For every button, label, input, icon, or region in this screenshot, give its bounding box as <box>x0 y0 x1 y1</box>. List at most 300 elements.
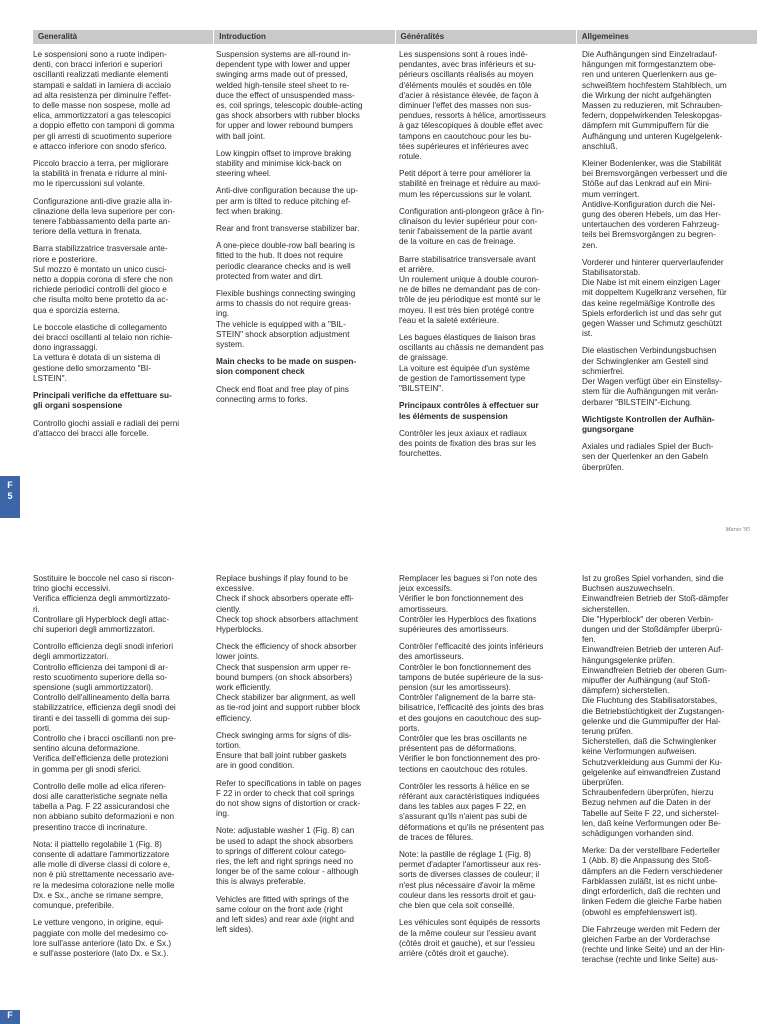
text-line: Spiels erforderlich ist und das sehr gut <box>582 308 722 318</box>
text-line: Axiales und radiales Spiel der Buch- <box>582 442 714 452</box>
text-paragraph <box>216 385 392 405</box>
text-line: Ensure that ball joint rubber gaskets <box>216 751 347 761</box>
text-line: diminuer l'effet des masses non sus- <box>399 101 532 111</box>
text-line: degli ammortizzatori. <box>33 652 109 662</box>
text-paragraph <box>216 826 392 887</box>
text-line: dungen und der Stoßdämpfer überprü- <box>582 625 723 635</box>
text-line: bei Bremsvorgängen verbessert und die <box>582 169 728 179</box>
text-line: pendantes, avec bras inférieurs et su- <box>399 60 536 70</box>
text-line: Ist zu großes Spiel vorhanden, sind die <box>582 574 724 583</box>
text-line: schmierfrei. <box>582 366 625 376</box>
text-line: ing. <box>216 309 230 319</box>
section-heading <box>582 415 758 435</box>
text-line: Vérifier le bon fonctionnement des pro- <box>399 754 541 764</box>
text-line: chi superiori degli ammortizzatori. <box>33 625 155 635</box>
text-line: Contrôler que les bras oscillants ne <box>399 734 527 744</box>
text-line: gegen Wasser und Schmutz geschützt <box>582 319 722 329</box>
text-line: Vehicles are fitted with springs of the <box>216 894 349 904</box>
header-german: Allgemeines <box>577 30 757 44</box>
text-line: Kleiner Bodenlenker, was die Stabilität <box>582 159 722 169</box>
section-tab <box>0 476 20 518</box>
text-line: federn, doppelwirkenden Teleskopgas- <box>582 111 723 121</box>
text-line: Die Fahrzeuge werden mit Federn der <box>582 924 721 934</box>
text-line: Contrôler l'alignement de la barre sta- <box>399 693 536 703</box>
text-line: ri. <box>33 604 40 614</box>
text-paragraph <box>399 918 575 959</box>
text-line: Low kingpin offset to improve braking <box>216 148 352 158</box>
text-line: Flexible bushings connecting swinging <box>216 289 356 299</box>
text-line: alle molle di diverse classi di colore e, <box>33 860 170 870</box>
text-line: mo le ripercussioni sul volante. <box>33 179 145 189</box>
text-line: gas shock absorbers with rubber blocks <box>216 111 360 121</box>
text-line: sorts de diverses classes de couleur; il <box>399 870 540 880</box>
text-paragraph <box>216 186 392 217</box>
text-line: to springs of different colour catego- <box>216 846 347 856</box>
text-line: LSTEIN". <box>33 373 67 383</box>
text-line: gung des oberen Hebels, um das Her- <box>582 210 721 220</box>
text-line: Check if shock absorbers operate effi- <box>216 594 354 604</box>
text-line: excessive. <box>216 584 255 594</box>
text-line: Merke: Da der verstellbare Federteller <box>582 846 720 856</box>
text-line: stem für die Aufhängungen mit verän- <box>582 387 719 397</box>
text-line: fen. <box>582 635 596 645</box>
text-paragraph <box>399 255 575 326</box>
text-paragraph <box>399 50 575 162</box>
text-paragraph <box>399 574 575 635</box>
text-line: et des goujons en caoutchouc des sup- <box>399 713 542 723</box>
text-line: per gli arresti di scuotimento superiore <box>33 131 172 141</box>
text-line: Schutzverkleidung aus Gummi der Ku- <box>582 757 723 767</box>
text-line: protected from water and dirt. <box>216 271 323 281</box>
text-line: Rear and front transverse stabilizer bar. <box>216 224 360 234</box>
text-line: Wichtigste Kontrollen der Aufhän- <box>582 414 715 424</box>
text-line: oscillants au châssis ne demandent pas <box>399 343 544 353</box>
text-line: non è più strettamente necessario ave- <box>33 870 175 880</box>
text-line: Die Nabe ist mit einem einzigen Lager <box>582 278 721 288</box>
text-line: netto a doppia corona di sfere che non <box>33 275 173 285</box>
text-line: non abbiano subito deformazioni e non <box>33 812 175 822</box>
top-column-french <box>399 50 575 480</box>
text-paragraph <box>33 642 209 775</box>
text-line: ciently. <box>216 604 241 614</box>
text-line: Contrôler l'efficacité des joints inférieurs <box>399 642 544 652</box>
text-line: Contrôler les Hyperblocs des fixations <box>399 614 537 624</box>
text-line: Replace bushings if play found to be <box>216 574 348 583</box>
text-line: same colour on the front axle (right <box>216 904 343 914</box>
text-line: Hyperblocks. <box>216 625 264 635</box>
text-line: ports. <box>399 723 420 733</box>
date-mark: Marzo '95 <box>725 527 750 533</box>
section-tab-bottom <box>0 1010 20 1024</box>
text-paragraph <box>33 419 209 439</box>
text-line: d'éléments moulés et soudés en tôle <box>399 80 532 90</box>
text-line: zen. <box>582 240 598 250</box>
text-line: periodic clearance checks and is well <box>216 261 351 271</box>
text-line: gungsorgane <box>582 424 634 434</box>
text-line: mit doppeltem Kugelkranz versehen, für <box>582 288 727 298</box>
text-line: sen der Querlenker an den Gabeln <box>582 452 709 462</box>
text-line: terachse (rechte und linke Seite) aus- <box>582 955 719 965</box>
text-line: len, daß keine Verformungen oder Be- <box>582 818 721 828</box>
text-line: Bezug nehmen auf die Daten in der <box>582 798 711 808</box>
text-line: dosi alle caratteristiche segnate nella <box>33 792 168 802</box>
text-line: de la voiture en cas de freinage. <box>399 237 516 247</box>
text-paragraph <box>216 289 392 350</box>
text-line: ing. <box>216 809 230 819</box>
top-column-english <box>216 50 392 480</box>
text-line: Die elastischen Verbindungsbuchsen <box>582 346 717 356</box>
text-paragraph <box>399 850 575 911</box>
text-line: riore e posteriore. <box>33 254 98 264</box>
text-paragraph <box>582 442 758 473</box>
text-line: Principaux contrôles à effectuer sur <box>399 401 539 411</box>
text-paragraph <box>33 574 209 635</box>
text-line: Einwandfreien Betrieb der unteren Auf- <box>582 645 724 655</box>
text-line: Der Wagen verfügt über ein Einstellsy- <box>582 377 722 387</box>
text-line: stability and minimise kick-back on <box>216 159 342 169</box>
text-paragraph <box>582 846 758 917</box>
bottom-section <box>33 574 758 973</box>
text-line: à gaz télescopiques à double effet avec <box>399 121 543 131</box>
text-line: Controllo efficienza degli snodi inferiori <box>33 642 174 652</box>
text-line: resto scuotimento superiore della so- <box>33 672 168 682</box>
text-line: überprüfen. <box>582 462 624 472</box>
text-line: d'attacco dei bracci alle forcelle. <box>33 428 149 438</box>
text-line: Note: adjustable washer 1 (Fig. 8) can <box>216 826 355 836</box>
text-line: Anti-dive configuration because the up- <box>216 186 359 196</box>
text-line: to delle masse non sospese, molle ad <box>33 101 170 111</box>
text-line: permet d'adapter l'amortisseur aux res- <box>399 860 541 870</box>
text-line: F 22 in order to check that coil springs <box>216 788 355 798</box>
text-paragraph <box>33 323 209 384</box>
text-line: Check swinging arms for signs of dis- <box>216 730 352 740</box>
text-line: Un roulement unique à double couron- <box>399 275 539 285</box>
bottom-column-italian <box>33 574 209 973</box>
text-line: Farbklassen zuläßt, ist es nicht unbe- <box>582 876 718 886</box>
text-line: Sostituire le boccole nel caso si riscon- <box>33 574 175 583</box>
text-line: arms to chassis do not require greas- <box>216 299 352 309</box>
text-line: tampons en caoutchouc pour les bu- <box>399 131 532 141</box>
text-line: les éléments de suspension <box>399 411 508 421</box>
text-line: l'eau et la saleté extérieure. <box>399 315 499 325</box>
text-line: Piccolo braccio a terra, per migliorare <box>33 159 169 169</box>
text-line: Le boccole elastiche di collegamento <box>33 322 167 332</box>
text-line: dingt erforderlich, daß die rechten und <box>582 887 721 897</box>
text-line: keine Verformungen aufweisen. <box>582 747 697 757</box>
text-line: Die "Hyperblock" der oberen Verbin- <box>582 614 714 624</box>
text-line: La voiture est équipée d'un système <box>399 363 530 373</box>
text-line: tenir l'abaissement de la partie avant <box>399 227 533 237</box>
text-line: lore sull'asse anteriore (lato Dx. e Sx.) <box>33 938 172 948</box>
text-line: presentino tracce di incrinature. <box>33 822 148 832</box>
text-line: Sicherstellen, daß die Schwinglenker <box>582 737 717 747</box>
text-line: Buchsen auszuwechseln. <box>582 584 675 594</box>
text-line: STEIN" shock absorption adjustment <box>216 329 350 339</box>
text-line: Antidive-Konfiguration durch die Nei- <box>582 199 716 209</box>
text-line: das keine regelmäßige Kontrolle des <box>582 298 715 308</box>
text-line: gestione dello smorzamento "BI- <box>33 363 152 373</box>
text-line: Le vetture vengono, in origine, equi- <box>33 918 164 928</box>
text-line: arrière (côtés droit et gauche). <box>399 948 509 958</box>
text-line: Die Aufhängungen sind Einzelradauf- <box>582 50 718 59</box>
text-line: Les bagues élastiques de liaison bras <box>399 333 536 343</box>
text-line: supérieures des amortisseurs. <box>399 625 509 635</box>
text-line: connecting arms to forks. <box>216 394 308 404</box>
text-line: déformations et qu'ils ne présentent pas <box>399 822 544 832</box>
section-heading <box>399 401 575 421</box>
text-line: (obwohl es empfehlenswert ist). <box>582 907 698 917</box>
text-line: clinaison du levier supérieur pour con- <box>399 217 538 227</box>
text-line: Controllo giochi assiali e radiali dei perni <box>33 418 180 428</box>
text-line: Configuration anti-plongeon grâce à l'in- <box>399 206 544 216</box>
text-line: efficiency. <box>216 713 252 723</box>
text-paragraph <box>399 782 575 843</box>
text-paragraph <box>216 241 392 282</box>
text-line: bound bumpers (on shock absorbers) <box>216 672 353 682</box>
text-line: swinging arms made out of pressed, <box>216 70 348 80</box>
text-line: re la medesima colorazione nelle molle <box>33 880 175 890</box>
bottom-column-german <box>582 574 758 973</box>
text-line: dämpfers an die Federn verschiedener <box>582 866 723 876</box>
section-heading <box>216 357 392 377</box>
text-line: trôle de jeu périodique est monté sur le <box>399 295 541 305</box>
text-line: ren und unteren Querlenkern aus ge- <box>582 70 717 80</box>
text-line: comunque, preferibile. <box>33 901 115 911</box>
text-line: consente di adattare l'ammortizzatore <box>33 850 170 860</box>
text-line: Check stabilizer bar alignment, as well <box>216 693 356 703</box>
text-line: per arm is tilted to reduce pitching ef- <box>216 196 351 206</box>
text-line: in gomma per gli snodi sferici. <box>33 764 142 774</box>
text-line: oscillanti realizzati mediante elementi <box>33 70 169 80</box>
text-line: tampons de butée supérieure de la sus- <box>399 672 544 682</box>
text-line: longer be of the same colour - although <box>216 867 359 877</box>
text-paragraph <box>582 346 758 407</box>
text-line: Les véhicules sont équipés de ressorts <box>399 918 541 928</box>
text-line: tections en caoutchouc des rotules. <box>399 764 528 774</box>
text-line: Stöße auf das Lenkrad auf ein Mini- <box>582 179 712 189</box>
text-line: dämpfern) sicherstellen. <box>582 686 670 696</box>
text-line: derbarer "BILSTEIN"-Eichung. <box>582 397 693 407</box>
text-line: Refer to specifications in table on pages <box>216 778 362 788</box>
text-line: A one-piece double-row ball bearing is <box>216 241 355 251</box>
text-line: Remplacer les bagues si l'on note des <box>399 574 538 583</box>
text-line: s'assurant qu'ils n'aient pas subi de <box>399 812 528 822</box>
text-line: do not show signs of distortion or crack- <box>216 799 361 809</box>
text-paragraph <box>399 333 575 394</box>
text-line: Contrôler le bon fonctionnement des <box>399 662 531 672</box>
text-paragraph <box>582 50 758 152</box>
text-line: Petit déport à terre pour améliorer la <box>399 169 531 179</box>
text-line: porti. <box>33 723 52 733</box>
text-line: ne de billes ne demandant pas de con- <box>399 285 541 295</box>
text-line: stabilizzatrice, efficienza degli snodi dei <box>33 703 176 713</box>
text-line: a doppio effetto con tamponi di gomma <box>33 121 175 131</box>
text-paragraph <box>33 918 209 959</box>
text-line: de traces de fêlures. <box>399 832 474 842</box>
text-line: for upper and lower rebound bumpers <box>216 121 353 131</box>
text-line: "BILSTEIN". <box>399 384 444 394</box>
top-column-german <box>582 50 758 480</box>
text-line: Les suspensions sont à roues indé- <box>399 50 528 59</box>
text-line: e sull'asse posteriore (lato Dx. e Sx.). <box>33 948 169 958</box>
text-line: Vérifier le bon fonctionnement des <box>399 594 524 604</box>
text-paragraph <box>33 782 209 833</box>
text-line: anschluß. <box>582 141 618 151</box>
text-line: de la même couleur sur l'essieu avant <box>399 928 537 938</box>
text-line: dependent type with lower and upper <box>216 60 351 70</box>
text-line: Verifica efficienza degli ammortizzato- <box>33 594 171 604</box>
text-line: Contrôler les jeux axiaux et radiaux <box>399 428 527 438</box>
text-paragraph <box>399 642 575 775</box>
text-paragraph <box>216 779 392 820</box>
text-line: d'acier à résistance élevée, de façon à <box>399 90 539 100</box>
text-line: Tabelle auf Seite F 22, und sicherstel- <box>582 808 719 818</box>
text-paragraph <box>582 925 758 966</box>
text-line: schweißtem hochfestem Stahlblech, um <box>582 80 727 90</box>
text-line: pension (sur les amortisseurs). <box>399 683 511 693</box>
text-line: pendues, ressorts à hélice, amortisseurs <box>399 111 546 121</box>
text-line: bilisatrice, l'efficacité des joints des bras <box>399 703 544 713</box>
text-line: ad alta resistenza per diminuire l'effet- <box>33 90 171 100</box>
text-line: sicherstellen. <box>582 604 630 614</box>
text-line: Aufhängung und unteren Kugelgelenk- <box>582 131 723 141</box>
text-line: Massen zu reduzieren, mit Schrauben- <box>582 101 723 111</box>
text-paragraph <box>399 429 575 460</box>
text-paragraph <box>582 574 758 839</box>
text-paragraph <box>216 149 392 180</box>
text-line: la stabilità in frenata e ridurre al mini- <box>33 169 168 179</box>
text-line: sentino alcuna deformazione. <box>33 744 140 754</box>
text-line: che bien que cela soit conseillé. <box>399 901 515 911</box>
text-line: tées supérieures et inférieures avec <box>399 141 529 151</box>
text-line: gelenke und die Gummipuffer der Hal- <box>582 716 721 726</box>
text-line: dans les tables aux pages F 22, en <box>399 802 526 812</box>
text-line: es, coil springs, telescopic double-acting <box>216 101 363 111</box>
text-line: Stabilisatorstab. <box>582 268 641 278</box>
text-line: dono ingrassaggi. <box>33 343 98 353</box>
text-line: Main checks to be made on suspen- <box>216 357 357 367</box>
text-line: Dx. e Sx., anche se rimane sempre, <box>33 890 164 900</box>
text-line: Schraubenfedern überprüfen, hierzu <box>582 788 714 798</box>
text-line: fect when braking. <box>216 206 283 216</box>
text-line: überprüfen. <box>582 778 624 788</box>
header-english: Introduction <box>214 30 394 44</box>
text-line: Le sospensioni sono a ruote indipen- <box>33 50 167 59</box>
text-line: gelgelenke auf einwandfreien Zustand <box>582 767 721 777</box>
section-tab-letter: F <box>7 480 13 490</box>
text-line: Nota: il piattello regolabile 1 (Fig. 8) <box>33 839 162 849</box>
text-line: couleur dans les ressorts droit et gau- <box>399 890 536 900</box>
text-line: tenere l'abbassamento della parte an- <box>33 217 171 227</box>
text-line: are in good condition. <box>216 761 295 771</box>
header-italian: Generalità <box>33 30 213 44</box>
text-line: Die Fluchtung des Stabilisatorstabes, <box>582 696 718 706</box>
text-line: présentent pas de déformations. <box>399 744 517 754</box>
text-line: stabilité en freinage et réduire au maxi- <box>399 179 541 189</box>
text-line: Controllare gli Hyperblock degli attac- <box>33 614 170 624</box>
text-line: Controllo delle molle ad elica riferen- <box>33 781 166 791</box>
text-line: stampati e saldati in lamiera di acciaio <box>33 80 171 90</box>
text-line: Suspension systems are all-round in- <box>216 50 351 59</box>
text-paragraph <box>216 574 392 635</box>
text-line: fitted to the hub. It does not require <box>216 251 343 261</box>
text-line: Check that suspension arm upper re- <box>216 662 351 672</box>
text-paragraph <box>216 224 392 234</box>
top-column-italian <box>33 50 209 480</box>
section-tab-bottom-letter: F <box>7 1010 13 1020</box>
text-line: Controllo che i bracci oscillanti non pre- <box>33 734 176 744</box>
text-line: clinazione della leva superiore per con- <box>33 206 175 216</box>
text-line: rotule. <box>399 152 422 162</box>
text-line: et arrière. <box>399 264 435 274</box>
text-line: ries, the left and right springs need no <box>216 857 353 867</box>
text-line: denti, con bracci inferiori e superiori <box>33 60 163 70</box>
text-paragraph <box>216 642 392 724</box>
text-line: qua e sporcizia esterna. <box>33 305 120 315</box>
text-line: La vettura è dotata di un sistema di <box>33 353 161 363</box>
text-line: moyeu. Il est très bien protégé contre <box>399 305 535 315</box>
text-line: Contrôler les ressorts à hélice en se <box>399 781 530 791</box>
text-line: Principali verifiche da effettuare su- <box>33 391 172 401</box>
text-line: fourchettes. <box>399 449 442 459</box>
text-line: Einwandfreien Betrieb der oberen Gum- <box>582 665 727 675</box>
text-paragraph <box>399 169 575 200</box>
text-line: gleichen Farbe an der Vorderachse <box>582 934 710 944</box>
text-line: hängungen mit formgestanztem obe- <box>582 60 716 70</box>
text-line: Vorderer und hinterer querverlaufender <box>582 257 724 267</box>
text-line: Barre stabilisatrice transversale avant <box>399 254 536 264</box>
text-line: sion component check <box>216 367 305 377</box>
text-line: de gestion de l'amortissement type <box>399 373 526 383</box>
text-line: amortisseurs. <box>399 604 449 614</box>
text-line: (côtés droit et gauche), et sur l'essieu <box>399 938 535 948</box>
text-line: mum verringert. <box>582 189 640 199</box>
text-line: this is always preferable. <box>216 877 306 887</box>
text-paragraph <box>216 895 392 936</box>
text-line: Controllo dell'allineamento della barra <box>33 693 170 703</box>
text-paragraph <box>582 159 758 251</box>
text-line: left sides). <box>216 925 254 935</box>
text-paragraph <box>582 258 758 340</box>
text-paragraph <box>33 159 209 190</box>
text-line: terung prüfen. <box>582 727 633 737</box>
text-paragraph <box>33 840 209 911</box>
text-line: richiede periodici controlli del gioco e <box>33 285 167 295</box>
text-line: elica, ammortizzatori a gas telescopici <box>33 111 171 121</box>
text-line: dämpfern mit Gummipuffern für die <box>582 121 709 131</box>
text-line: Sul mozzo è montato un unico cusci- <box>33 264 167 274</box>
text-line: be used to adapt the shock absorbers <box>216 836 354 846</box>
text-line: with ball joint. <box>216 131 266 141</box>
section-tab-number: 5 <box>7 491 13 501</box>
text-line: 1 (Abb. 8) die Anpassung des Stoß- <box>582 856 712 866</box>
text-line: die Betriebstüchtigkeit der Zugstangen- <box>582 706 725 716</box>
text-line: Einwandfreien Betrieb der Stoß-dämpfer <box>582 594 729 604</box>
section-heading <box>33 391 209 411</box>
text-line: system. <box>216 340 245 350</box>
text-paragraph <box>33 244 209 315</box>
text-line: de graissage. <box>399 353 449 363</box>
text-line: paggiate con molle del medesimo co- <box>33 928 169 938</box>
text-line: e attacco inferiore con snodo sferico. <box>33 141 167 151</box>
bottom-column-french <box>399 574 575 973</box>
text-line: linken Federn die gleiche Farbe haben <box>582 897 722 907</box>
text-paragraph <box>399 207 575 248</box>
text-line: référant aux caractéristiques indiquées <box>399 792 540 802</box>
text-line: steering wheel. <box>216 169 272 179</box>
text-line: Verifica dell'efficienza delle protezioni <box>33 754 169 764</box>
text-line: The vehicle is equipped with a "BIL- <box>216 319 346 329</box>
